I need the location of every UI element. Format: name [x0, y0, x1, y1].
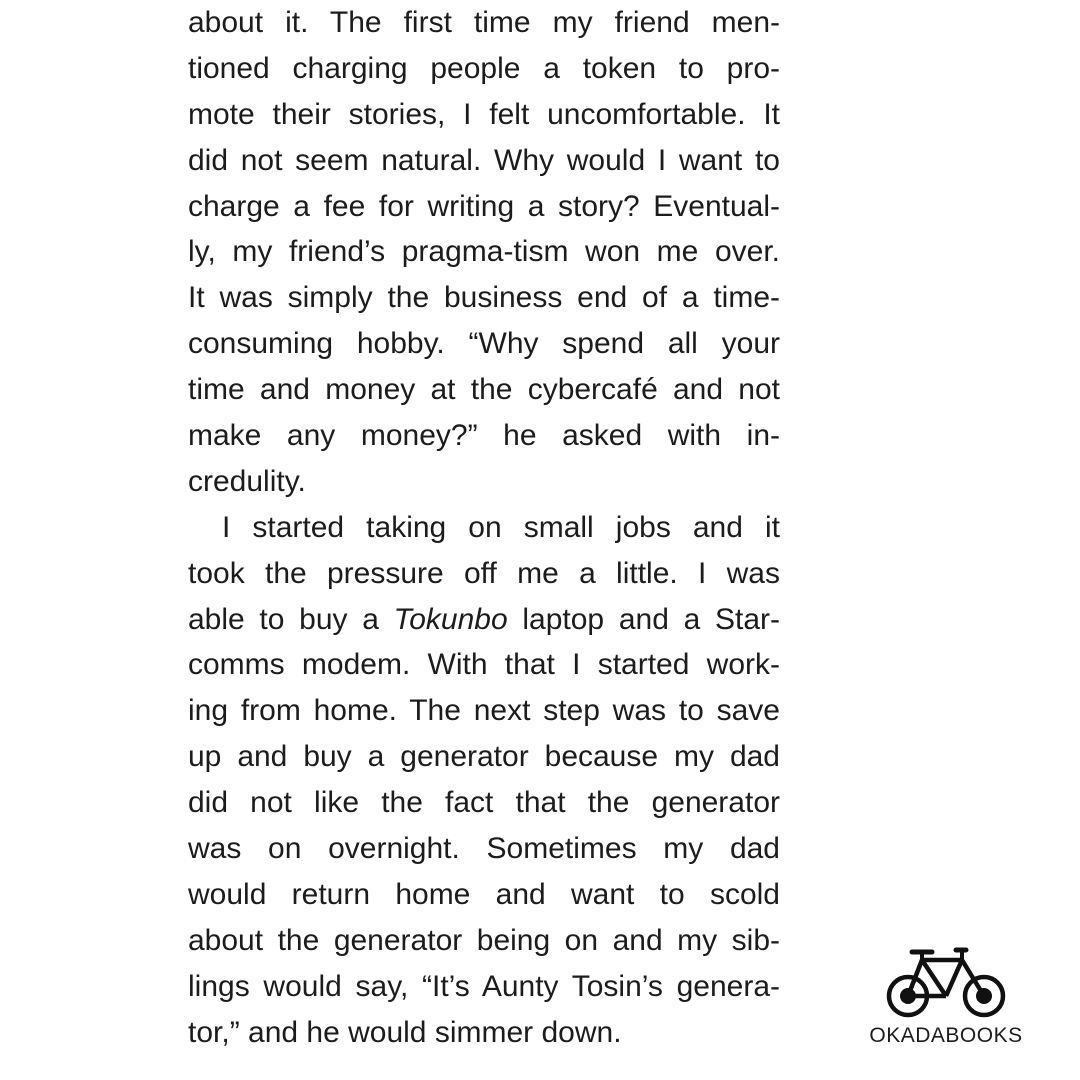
paragraph-1: [188, 0, 780, 505]
text-line-with-italic: [188, 597, 780, 643]
text-line: ly, my friend’s pragma-tism won me over.: [188, 235, 780, 269]
text-line: was on overnight. Sometimes my dad: [188, 832, 780, 866]
text-line: up and buy a generator because my dad: [188, 740, 780, 774]
text-line: tioned charging people a token to pro-: [188, 51, 780, 85]
logo-text: OKADABOOKS: [869, 1024, 1023, 1047]
text-line: time and money at the cybercafé and not: [188, 373, 780, 407]
text-line: credulity.: [188, 464, 306, 498]
paragraph-2: [188, 505, 780, 1056]
text-line: consuming hobby. “Why spend all your: [188, 327, 780, 361]
italic-term: Tokunbo: [393, 602, 508, 636]
text-line: mote their stories, I felt uncomfortable. It: [188, 97, 780, 131]
book-text: [188, 0, 780, 1055]
text-line: took the pressure off me a little. I was: [188, 556, 780, 590]
text-line: It was simply the business end of a time-: [188, 281, 780, 315]
okadabooks-logo: [866, 944, 1026, 1054]
text-line: did not seem natural. Why would I want to: [188, 143, 780, 177]
bicycle-icon: [886, 946, 1008, 1022]
text-line: I started taking on small jobs and it: [222, 510, 780, 544]
text-line: comms modem. With that I started work-: [188, 648, 780, 682]
text-segment: able to buy a: [188, 602, 394, 636]
text-line: about it. The first time my friend men-: [188, 6, 780, 39]
text-line: charge a fee for writing a story? Eventual-: [188, 189, 780, 223]
text-line: did not like the fact that the generator: [188, 786, 780, 820]
text-line: about the generator being on and my sib-: [188, 923, 780, 957]
text-line: tor,” and he would simmer down.: [188, 1015, 622, 1049]
text-line: ing from home. The next step was to save: [188, 694, 780, 728]
text-line: lings would say, “It’s Aunty Tosin’s genera-: [188, 969, 780, 1003]
text-segment: laptop and a Star-: [507, 602, 780, 636]
text-line: would return home and want to scold: [188, 877, 780, 911]
text-line: make any money?” he asked with in-: [188, 419, 780, 453]
